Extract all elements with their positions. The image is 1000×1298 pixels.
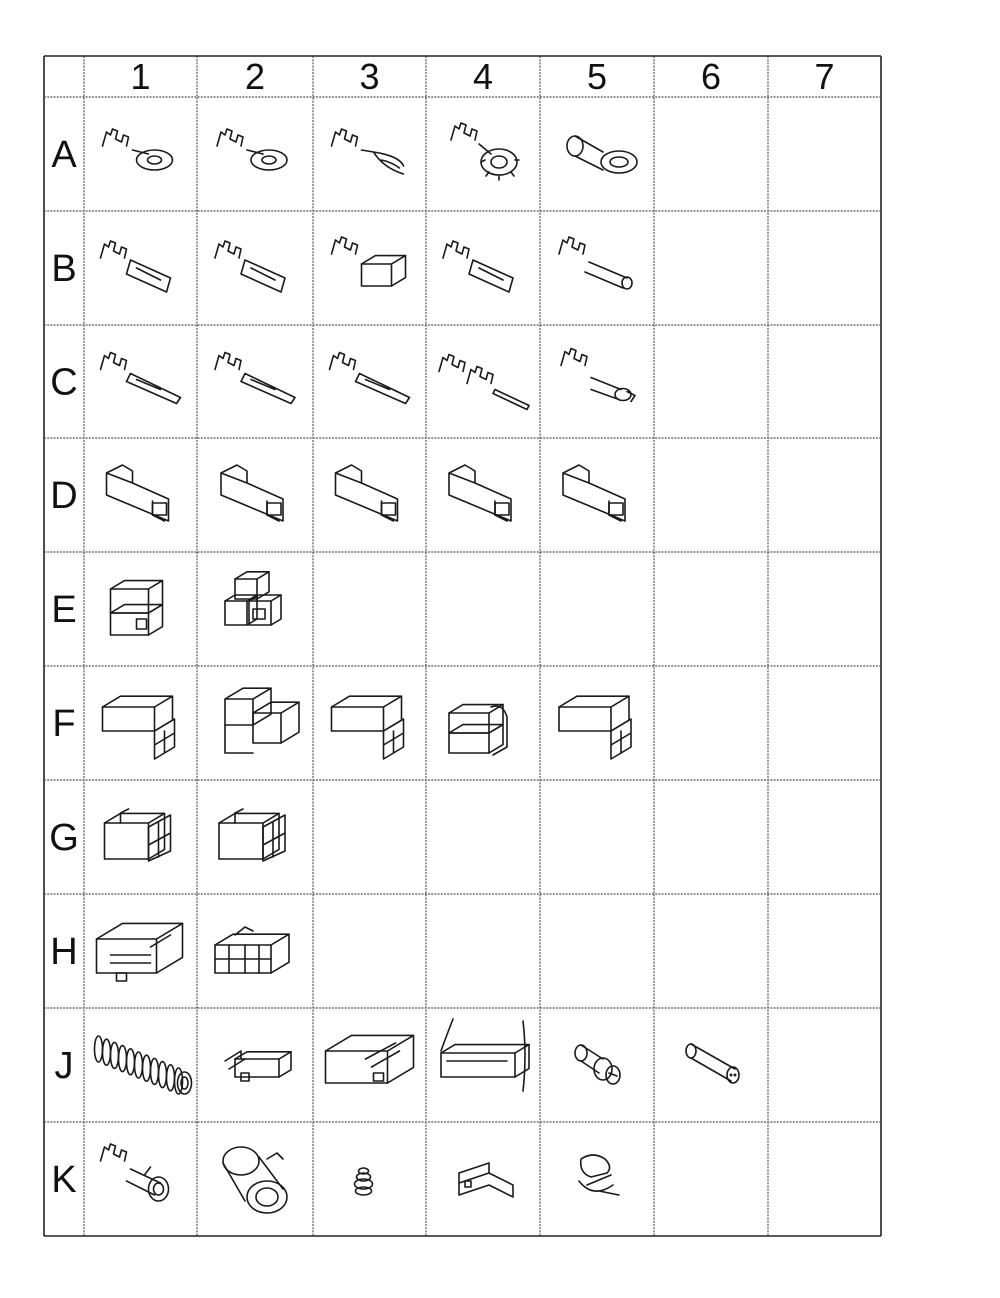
1-pin-housing-icon xyxy=(221,465,283,521)
wire-seal-icon xyxy=(355,1168,373,1195)
grid-icons xyxy=(95,123,740,1213)
4-pin-housing-icon xyxy=(105,809,171,861)
1-pin-housing-icon xyxy=(107,465,169,521)
ring-terminal-icon xyxy=(103,129,173,170)
row-header-K: K xyxy=(51,1159,77,1201)
column-header-2: 2 xyxy=(244,56,266,97)
column-header-3: 3 xyxy=(359,56,380,97)
waterproof-terminal-icon xyxy=(101,1144,169,1201)
1-pin-housing-icon xyxy=(336,465,398,521)
ring-terminal-icon xyxy=(217,129,287,170)
male-blade-terminal-icon xyxy=(215,353,295,404)
bullet-pin-terminal-icon xyxy=(561,349,635,402)
column-header-5: 5 xyxy=(586,56,608,97)
fuse-holder-icon xyxy=(225,1051,291,1081)
bullet-socket-terminal-icon xyxy=(559,237,632,289)
rubber-boot-icon xyxy=(223,1147,287,1213)
right-angle-cover-icon xyxy=(459,1163,513,1197)
female-spade-terminal-icon xyxy=(215,241,285,292)
2-pin-latched-housing-icon xyxy=(449,705,507,755)
6-pin-housing-icon xyxy=(215,927,289,973)
1-pin-housing-icon xyxy=(449,465,511,521)
2-pin-stacked-housing-icon xyxy=(111,581,163,635)
1-pin-housing-icon xyxy=(563,465,625,521)
wire-clip-icon xyxy=(579,1155,619,1195)
box-receptacle-terminal-icon xyxy=(332,237,406,286)
4-pin-housing-icon xyxy=(219,809,285,861)
female-spade-terminal-icon xyxy=(101,241,171,292)
fork-terminal-icon xyxy=(332,129,404,174)
2-pin-housing-icon xyxy=(103,696,175,759)
grid-lines xyxy=(44,56,881,1236)
column-header-6: 6 xyxy=(700,56,722,97)
insulated-ring-terminal-icon xyxy=(567,136,637,173)
row-header-G: G xyxy=(49,817,79,859)
row-header-E: E xyxy=(51,589,77,631)
grid-headers xyxy=(49,56,834,1201)
corrugated-tube-icon xyxy=(95,1036,192,1094)
row-header-F: F xyxy=(52,703,76,745)
pin-terminal-icon xyxy=(439,355,529,410)
row-header-A: A xyxy=(51,134,77,176)
male-blade-terminal-icon xyxy=(101,353,181,404)
2-pin-housing-icon xyxy=(559,696,631,759)
fusible-link-icon xyxy=(441,1019,529,1091)
3-pin-stacked-housing-icon xyxy=(225,572,281,625)
row-header-D: D xyxy=(50,475,78,517)
3-pin-housing-icon xyxy=(225,688,299,753)
male-blade-terminal-icon xyxy=(330,353,410,404)
row-header-J: J xyxy=(54,1045,74,1087)
insulating-sleeve-icon xyxy=(686,1044,739,1083)
female-spade-terminal-icon xyxy=(443,241,513,292)
bullet-connector-icon xyxy=(575,1045,620,1084)
relay-housing-icon xyxy=(326,1035,414,1083)
2-pin-housing-icon xyxy=(332,696,404,759)
row-header-C: C xyxy=(50,361,78,404)
multi-pin-housing-icon xyxy=(97,923,183,981)
column-header-1: 1 xyxy=(130,56,151,97)
toothed-ring-terminal-icon xyxy=(451,123,519,180)
column-header-7: 7 xyxy=(814,56,835,97)
row-header-B: B xyxy=(51,248,77,290)
column-header-4: 4 xyxy=(472,56,494,97)
row-header-H: H xyxy=(50,931,78,973)
